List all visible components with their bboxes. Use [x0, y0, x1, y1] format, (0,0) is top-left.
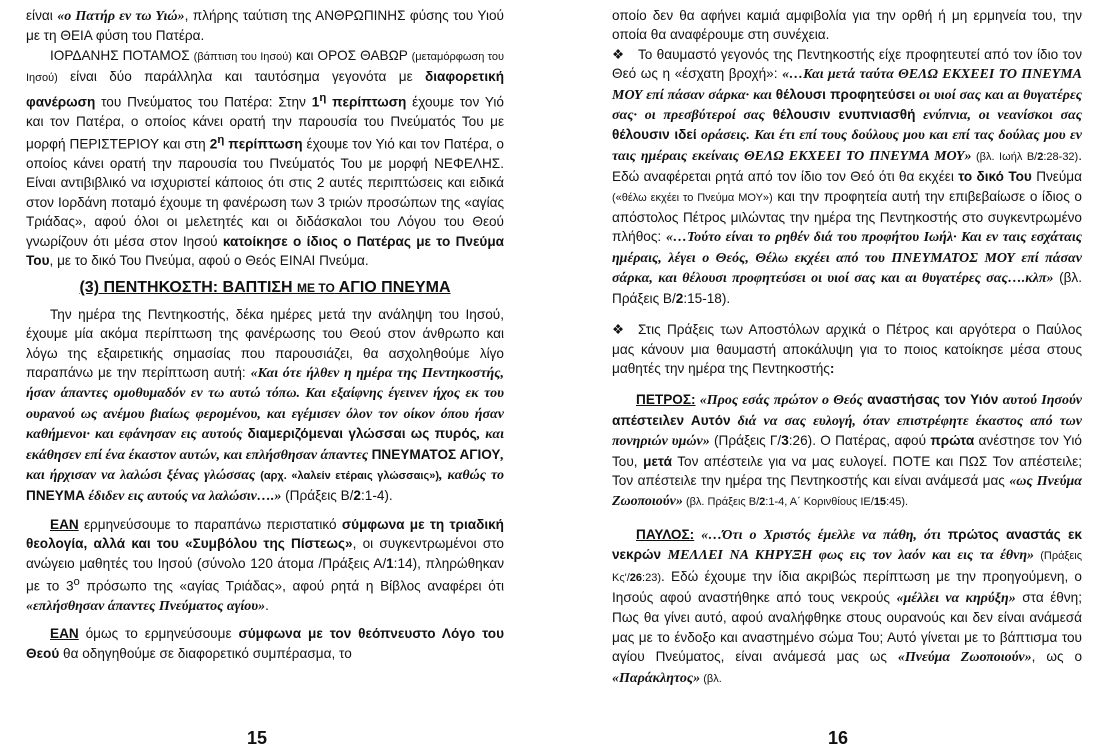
section-heading: (3) ΠΕΝΤΗΚΟΣΤΗ: ΒΑΠΤΙΣΗ ΜΕ ΤΟ ΑΓΙΟ ΠΝΕΥΜΑ — [79, 279, 451, 297]
right-paragraph-2: ❖ Το θαυμαστό γεγονός της Πεντηκοστής είχε προφητευτεί από τον ίδιο τον Θεό ως η «έσχατη βροχή»: «…Και μετά ταύτα ΘΕΛΩ ΕΚΧΕΕΙ ΤΟ ΠΝΕΥΜΑ ΜΟΥ επί πάσαν σάρκα· και θέλουσι προφητεύσει οι υιοί σας και αι θυγατέρες σας· οι πρεσβύτεροί σας θέλουσιν ενυπνιασθή ενύπνια, οι νεανίσκοι σας θέλουσιν ιδεί οράσεις. Και έτι επί τους δούλους μου και επί τας δούλας μου εν ταις ημέραις εκείναις ΘΕΛΩ ΕΚΧΕΕΙ ΤΟ ΠΝΕΥΜΑ ΜΟΥ» (βλ. Ιωήλ Β/2:28-32). Εδώ αναφέρεται ρητά από τον ίδιο τον Θεό ότι θα εκχέει το δικό Του Πνεύμα («θέλω εκχέει το Πνεύμα ΜΟΥ») και την προφητεία αυτή την επιβεβαίωσε ο ίδιος ο απόστολος Πέτρος μιλώντας την ημέρα της Πεντηκοστής στο συγκεντρωμένο πλήθος: «…Τούτο είναι το ρηθέν διά του προφήτου Ιωήλ· Και εν ταις εσχάταις ημέραις, λέγει ο Θεός, Θέλω εκχέει από του ΠΝΕΥΜΑΤΟΣ ΜΟΥ επί πάσαν σάρκα, και θέλουσι προφητεύσει οι υιοί σας και αι θυγατέρες σας….κλπ» (βλ. Πράξεις Β/2:15-18). — [612, 46, 1083, 306]
diamond-bullet-icon: ❖ — [612, 46, 625, 62]
left-page-number: 15 — [247, 728, 268, 748]
diamond-bullet-icon: ❖ — [612, 322, 625, 338]
left-paragraph-3: Την ημέρα της Πεντηκοστής, δέκα ημέρες μετά την ανάληψη του Ιησού, έχουμε μία ακόμα περίπτωση της φανέρωσης του Θεού στον άνθρωπο και λόγω της εξαιρετικής σημασίας που παρουσιάζει, θα ασχοληθούμε λίγο παραπάνω με την περίπτωση αυτή: «Και ότε ήλθεν η ημέρα της Πεντηκοστής, ήσαν άπαντες ομοθυμαδόν εν τω αυτώ τόπω. Και εξαίφνης έγεινεν ήχος εκ του ουρανού ως ανέμου βιαίως φερομένου, και εγέμισεν όλον τον οίκον όπου ήσαν καθήμενοι· και εφάνησαν εις αυτούς διαμεριζόμεναι γλώσσαι ως πυρός, και εκάθησεν επί ένα έκαστον αυτών, και επλήσθησαν άπαντες ΠΝΕΥΜΑΤΟΣ ΑΓΙΟΥ, και ήρχισαν να λαλώσι ξένας γλώσσας (αρχ. «λαλείν ετέραις γλώσσαις»), καθώς το ΠΝΕΥΜΑ έδιδεν εις αυτούς να λαλώσιν….» (Πράξεις Β/2:1-4). — [26, 306, 505, 505]
right-paragraph-4: ΠΕΤΡΟΣ: «Προς εσάς πρώτον ο Θεός αναστήσας τον Υιόν αυτού Ιησούν απέστειλεν Αυτόν διά να σας ευλογή, όταν επιστρέφητε έκαστος από των πονηριών υμών» (Πράξεις Γ/3:26). Ο Πατέρας, αφού πρώτα ανέστησε τον Υιό Του, μετά Τον απέστειλε για να μας ευλογεί. ΠΟΤΕ και ΠΩΣ Τον απέστειλε; Τον απέστειλε την ημέρα της Πεντηκοστής και είναι ανάμεσά μας «ως Πνεύμα Ζωοποιούν» (βλ. Πράξεις Β/2:1-4, Α΄ Κορινθίους ΙΕ/15:45). — [612, 392, 1083, 510]
right-page-number: 16 — [828, 728, 849, 748]
left-paragraph-4: ΕΑΝ ερμηνεύσουμε το παραπάνω περιστατικό σύμφωνα με τη τριαδική θεολογία, αλλά και του «Συμβόλου της Πίστεως», οι συγκεντρωμένοι στο ανώγειο μαθητές του Ιησού (σύνολο 120 άτομα /Πράξεις Α/1:14), πληρώθηκαν με το $3^o$ πρόσωπο της «αγίας Τριάδας», αφού ρητά η Βίβλος αναφέρει ότι «επλήσθησαν άπαντες Πνεύματος αγίου». — [26, 516, 505, 614]
right-page-column — [612, 6, 1082, 689]
left-paragraph-2: ΙΟΡΔΑΝΗΣ ΠΟΤΑΜΟΣ (βάπτιση του Ιησού) και ΟΡΟΣ ΘΑΒΩΡ (μεταμόρφωση του Ιησού) είναι δύο παράλληλα και ταυτόσημα γεγονότα με διαφορετική φανέρωση του Πνεύματος του Πατέρα: Στην $1^\eta$ περίπτωση έχουμε τον Υιό και τον Πατέρα, ο οποίος κάνει ορατή την παρουσία του Πνεύματός Του με μορφή ΠΕΡΙΣΤΕΡΙΟΥ και στη $2^\eta$ περίπτωση έχουμε τον Υιό και τον Πατέρα, ο οποίος κάνει ορατή την παρουσία του Πνεύματός Του με μορφή ΝΕΦΕΛΗΣ. Είναι αντιβιβλικό να ισχυριστεί κάποιος ότι στις 2 αυτές περιπτώσεις και ειδικά στον Ιορδάνη ποταμό έχουμε τη φανέρωση των 3 τριών προσώπων της «αγίας Τριάδας», αφού όλοι οι μελετητές και οι διδάσκαλοι του Λόγου του Θεού γνωρίζουν ότι μέσα στον Ιησού κατοίκησε ο ίδιος ο Πατέρας με το Πνεύμα Του, με το δικό Του Πνεύμα, αφού ο Θεός ΕΙΝΑΙ Πνεύμα. — [26, 47, 504, 268]
right-paragraph-5: ΠΑΥΛΟΣ: «…Ότι ο Χριστός έμελλε να πάθη, ότι πρώτος αναστάς εκ νεκρών ΜΕΛΛΕΙ ΝΑ ΚΗΡΥΞΗ φως εις τον λαόν και εις τα έθνη» (Πράξεις Κς'/26:23). Εδώ έχουμε την ίδια ακριβώς περίπτωση με την προηγούμενη, ο Ιησούς αφού αναστήθηκε από τους νεκρούς «μέλλει να κηρύξη» στα έθνη; Πως θα γίνει αυτό, αφού αναλήφθηκε στους ουρανούς και δεν είναι ανάμεσά μας με το ένδοξο και αναστημένο σώμα Του; Αυτό γίνεται με το βάπτισμα του αγίου Πνεύματος, είναι ανάμεσά μας ως «Πνεύμα Ζωοποιούν», ως ο «Παράκλητος» (βλ. — [612, 526, 1083, 686]
left-page-column — [26, 6, 504, 663]
left-paragraph-1: είναι «ο Πατήρ εν τω Υιώ», πλήρης ταύτιση της ΑΝΘΡΩΠΙΝΗΣ φύσης του Υιού με τη ΘΕΙΑ φύση του Πατέρα. — [26, 8, 504, 44]
right-paragraph-1: οποίο δεν θα αφήνει καμιά αμφιβολία για την ορθή ή μη ερμηνεία του, την οποία θα αναφέρουμε στη συνέχεια. — [612, 8, 1082, 43]
right-paragraph-3: ❖ Στις Πράξεις των Αποστόλων αρχικά ο Πέτρος και αργότερα ο Παύλος μας κάνουν μια θαυμαστή αποκάλυψη για το ποιος κατοίκησε μέσα στους μαθητές την ημέρα της Πεντηκοστής: — [612, 322, 1082, 376]
left-paragraph-5: ΕΑΝ όμως το ερμηνεύσουμε σύμφωνα με τον θεόπνευστο Λόγο του Θεού θα οδηγηθούμε σε διαφορετικό συμπέρασμα, το — [26, 626, 504, 661]
